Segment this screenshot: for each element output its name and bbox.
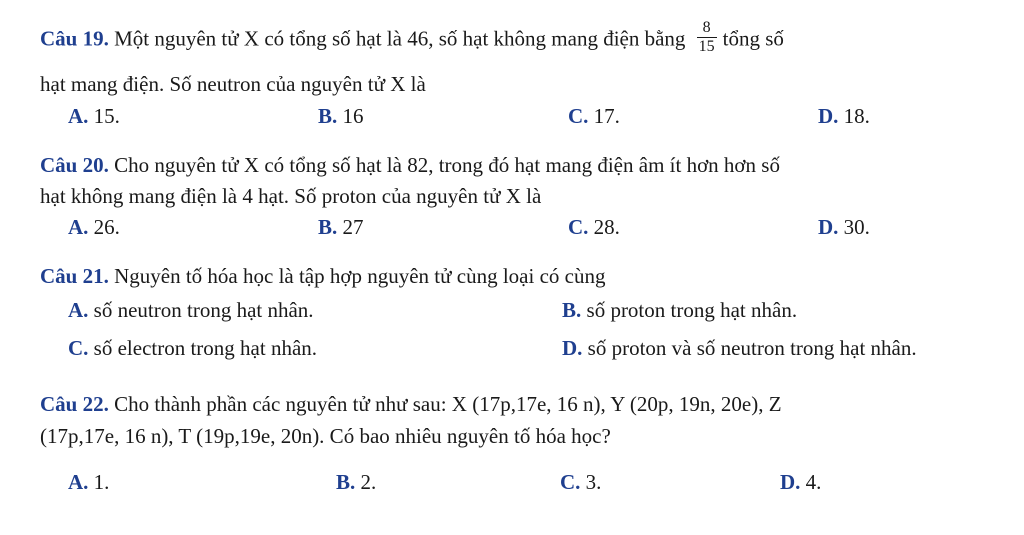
question-19-stem-line2: hạt mang điện. Số neutron của nguyên tử X là bbox=[40, 72, 426, 96]
fraction-8-15 bbox=[697, 19, 717, 56]
question-19-label: Câu 19. bbox=[40, 26, 109, 51]
q21-option-c: C. số electron trong hạt nhân. bbox=[68, 336, 318, 360]
q22-option-c: C. 3. bbox=[560, 470, 602, 494]
fraction-numerator: 8 bbox=[697, 19, 717, 38]
question-22-text: Cho thành phần các nguyên tử như sau: X (17p,17e, 16 n), Y (20p, 19n, 20e), Z bbox=[108, 392, 782, 416]
q19-option-c: C. 17. bbox=[568, 104, 620, 128]
q19-option-b: B. 16 bbox=[318, 104, 364, 128]
question-21-label: Câu 21. bbox=[40, 264, 109, 288]
question-22-label: Câu 22. bbox=[40, 392, 109, 416]
question-20-label: Câu 20. bbox=[40, 153, 109, 177]
question-19-text-tail: tổng số bbox=[722, 26, 784, 51]
q20-option-a: A. 26. bbox=[68, 215, 120, 239]
question-22-stem-line2: (17p,17e, 16 n), T (19p,19e, 20n). Có bao nhiêu nguyên tố hóa học? bbox=[40, 424, 611, 448]
question-20-stem bbox=[40, 153, 780, 177]
q21-option-a: A. số neutron trong hạt nhân. bbox=[68, 298, 314, 322]
q20-option-c: C. 28. bbox=[568, 215, 620, 239]
q19-option-a: A. 15. bbox=[68, 104, 120, 128]
question-19-text: Một nguyên tử X có tổng số hạt là 46, số hạt không mang điện bằng bbox=[108, 26, 686, 51]
q21-option-b: B. số proton trong hạt nhân. bbox=[562, 298, 798, 322]
question-22-stem bbox=[40, 392, 782, 416]
question-20-stem-line2: hạt không mang điện là 4 hạt. Số proton của nguyên tử X là bbox=[40, 184, 542, 208]
q22-option-b: B. 2. bbox=[336, 470, 377, 494]
fraction-denominator: 15 bbox=[698, 38, 715, 55]
q20-option-b: B. 27 bbox=[318, 215, 364, 239]
question-19-stem bbox=[40, 19, 784, 59]
q22-option-a: A. 1. bbox=[68, 470, 110, 494]
q19-option-d: D. 18. bbox=[818, 104, 870, 128]
question-20-text: Cho nguyên tử X có tổng số hạt là 82, trong đó hạt mang điện âm ít hơn hơn số bbox=[108, 153, 780, 177]
q21-option-d: D. số proton và số neutron trong hạt nhân. bbox=[562, 336, 917, 360]
q22-option-d: D. 4. bbox=[780, 470, 822, 494]
question-21-stem bbox=[40, 264, 605, 288]
question-21-text: Nguyên tố hóa học là tập hợp nguyên tử cùng loại có cùng bbox=[108, 264, 606, 288]
q20-option-d: D. 30. bbox=[818, 215, 870, 239]
